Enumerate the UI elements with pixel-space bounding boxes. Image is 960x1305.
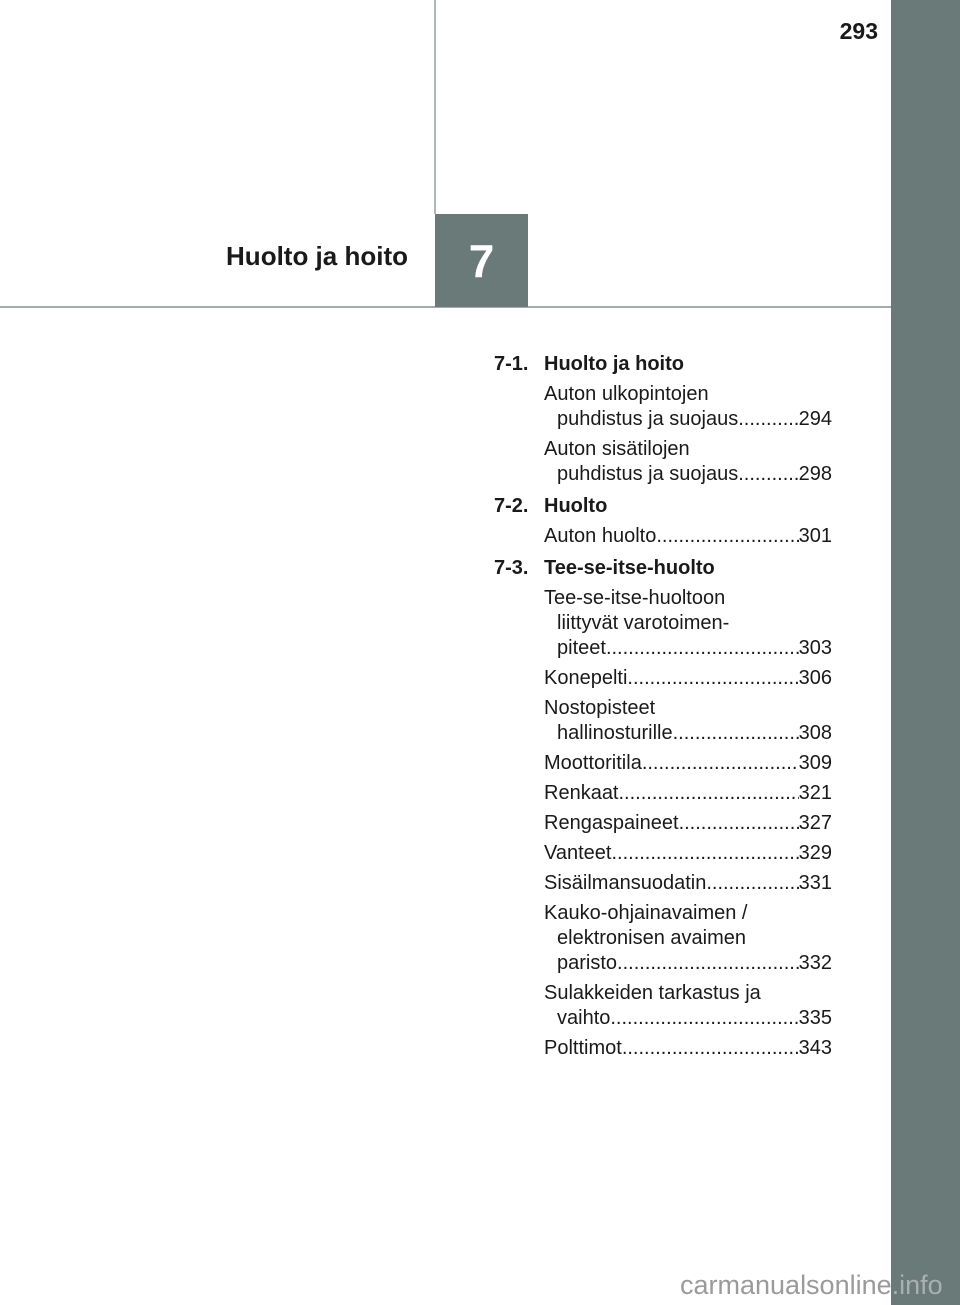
dot-leader: [611, 841, 798, 866]
toc-section: [494, 352, 832, 377]
entry-page: 298: [798, 463, 832, 485]
dot-leader: [673, 721, 799, 746]
toc-entry[interactable]: [544, 811, 832, 836]
section-number: 7-2.: [494, 495, 529, 517]
toc-entry[interactable]: [544, 382, 832, 432]
entry-page: 329: [798, 842, 832, 864]
toc-entry[interactable]: [544, 871, 832, 896]
entry-text: liittyvät varotoimen-: [557, 612, 730, 634]
dot-leader: [738, 407, 798, 432]
entry-text: puhdistus ja suojaus: [557, 463, 739, 485]
entry-text: puhdistus ja suojaus: [557, 408, 739, 430]
watermark-main: carmanualsonline: [680, 1270, 892, 1300]
entry-text: Vanteet: [544, 842, 612, 864]
entry-page: 343: [798, 1037, 832, 1059]
toc-section: [494, 556, 832, 581]
dot-leader: [617, 951, 799, 976]
entry-text: Konepelti: [544, 667, 628, 689]
page-number: 293: [839, 18, 878, 44]
dot-leader: [738, 462, 798, 487]
entry-page: 331: [798, 872, 832, 894]
entry-page: 308: [798, 722, 832, 744]
dot-leader: [706, 871, 798, 896]
toc-entry[interactable]: [544, 437, 832, 487]
toc-entry[interactable]: [544, 901, 832, 976]
toc-entry[interactable]: [544, 781, 832, 806]
entry-text: Rengaspaineet: [544, 812, 679, 834]
entry-text: vaihto: [557, 1007, 611, 1029]
toc-entry[interactable]: [544, 841, 832, 866]
section-title: Tee-se-itse-huolto: [544, 557, 715, 579]
entry-text: paristo: [557, 952, 618, 974]
entry-page: 321: [798, 782, 832, 804]
entry-text: Tee-se-itse-huoltoon: [544, 587, 726, 609]
watermark-suffix: .info: [891, 1270, 943, 1300]
entry-text: piteet: [557, 637, 606, 659]
table-of-contents: [494, 352, 832, 1061]
entry-text: Sulakkeiden tarkastus ja: [544, 982, 761, 1004]
entry-page: 306: [798, 667, 832, 689]
entry-page: 303: [798, 637, 832, 659]
dot-leader: [679, 811, 799, 836]
entry-page: 327: [798, 812, 832, 834]
watermark: [680, 1270, 943, 1301]
entry-text: Nostopisteet: [544, 697, 656, 719]
toc-entry[interactable]: [544, 524, 832, 549]
entry-text: hallinosturille: [557, 722, 673, 744]
entry-text: Auton huolto: [544, 525, 657, 547]
entry-text: Auton ulkopintojen: [544, 383, 709, 405]
toc-entry[interactable]: [544, 666, 832, 691]
dot-leader: [606, 636, 799, 661]
entry-page: 309: [798, 752, 832, 774]
toc-entry[interactable]: [544, 1036, 832, 1061]
entry-text: Renkaat: [544, 782, 619, 804]
entry-page: 335: [798, 1007, 832, 1029]
section-title: Huolto: [544, 495, 608, 517]
toc-entry[interactable]: [544, 751, 832, 776]
dot-leader: [642, 751, 799, 776]
section-number: 7-1.: [494, 353, 529, 375]
toc-section: [494, 494, 832, 519]
toc-entry[interactable]: [544, 586, 832, 661]
entry-page: 301: [798, 525, 832, 547]
dot-leader: [627, 666, 798, 691]
entry-text: elektronisen avaimen: [557, 927, 746, 949]
chapter-side-tab: [891, 0, 960, 1305]
dot-leader: [619, 781, 799, 806]
entry-text: Sisäilmansuodatin: [544, 872, 707, 894]
section-title: Huolto ja hoito: [544, 353, 684, 375]
toc-entry[interactable]: [544, 981, 832, 1031]
entry-text: Auton sisätilojen: [544, 438, 690, 460]
entry-text: Kauko-ohjainavaimen /: [544, 902, 748, 924]
dot-leader: [656, 524, 798, 549]
divider-vertical: [434, 0, 436, 214]
section-number: 7-3.: [494, 557, 529, 579]
chapter-title: Huolto ja hoito: [226, 241, 408, 271]
entry-text: Polttimot: [544, 1037, 622, 1059]
entry-page: 332: [798, 952, 832, 974]
dot-leader: [622, 1036, 799, 1061]
entry-text: Moottoritila: [544, 752, 642, 774]
dot-leader: [610, 1006, 798, 1031]
chapter-number-box: 7: [435, 214, 528, 307]
entry-page: 294: [798, 408, 832, 430]
toc-entry[interactable]: [544, 696, 832, 746]
